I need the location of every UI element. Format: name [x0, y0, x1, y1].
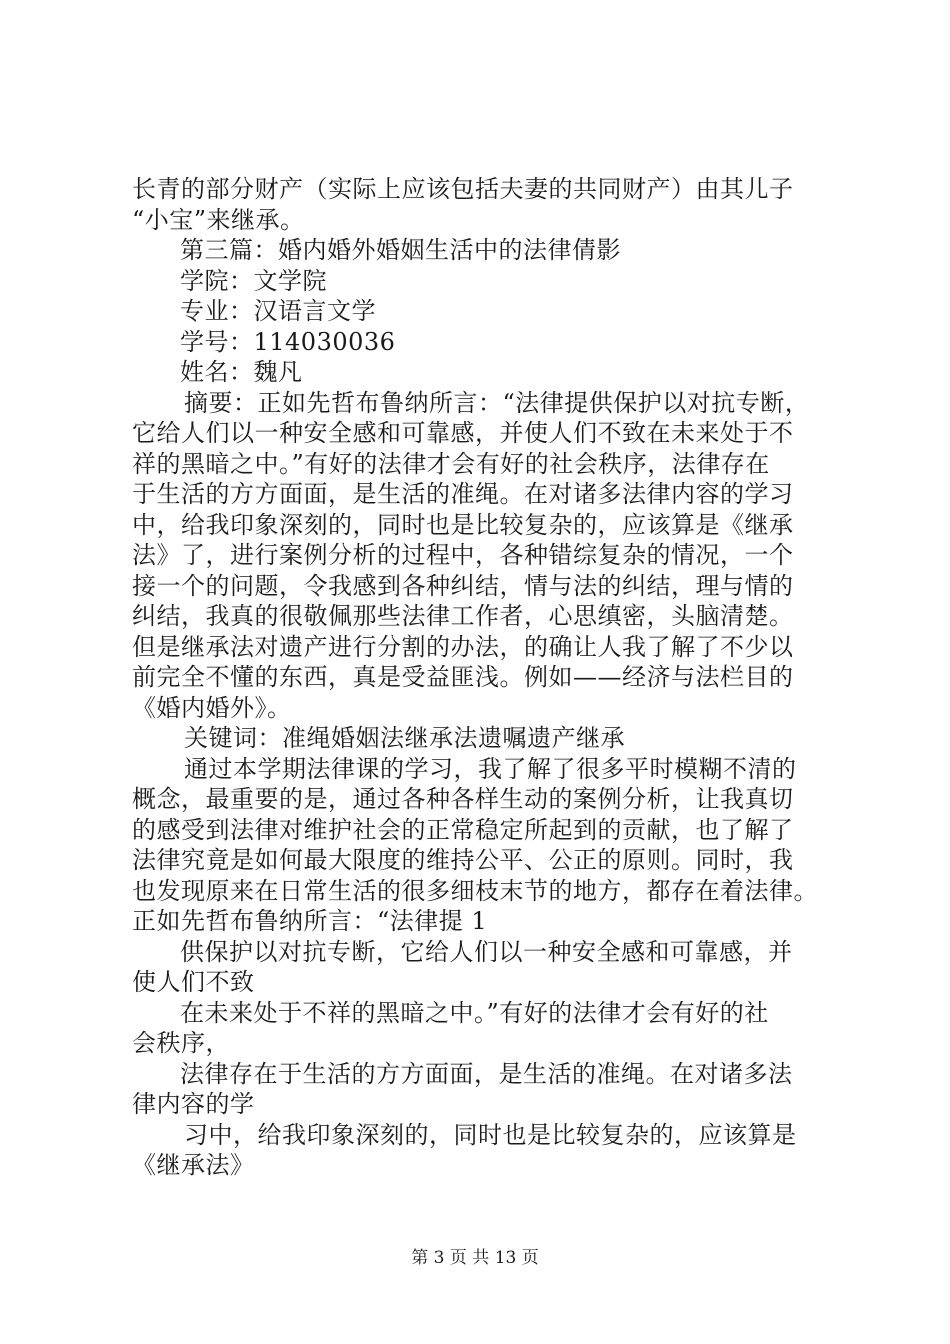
text-line: 也发现原来在日常生活的很多细枝末节的地方，都存在着法律。 [132, 876, 818, 905]
text-line: 摘要：正如先哲布鲁纳所言：“法律提供保护以对抗专断， [184, 388, 810, 417]
text-line: 长青的部分财产（实际上应该包括夫妻的共同财产）由其儿子 [132, 175, 794, 203]
text-line: 概念，最重要的是，通过各种各样生动的案例分析，让我真切 [132, 785, 794, 813]
text-line: 接一个的问题，令我感到各种纠结，情与法的纠结，理与情的 [132, 571, 794, 600]
text-line: 供保护以对抗专断，它给人们以一种安全感和可靠感，并 [180, 937, 793, 966]
text-line: 关键词：准绳婚姻法继承法遗嘱遗产继承 [184, 724, 625, 752]
text-line: “小宝”来继承。 [132, 205, 305, 234]
page-footer: 第 3 页 共 13 页 [411, 1248, 539, 1268]
text-line: 中，给我印象深刻的，同时也是比较复杂的，应该算是《继承 [132, 510, 794, 539]
text-line: 使人们不致 [132, 968, 255, 996]
text-line: 法》了，进行案例分析的过程中，各种错综复杂的情况，一个 [132, 541, 794, 569]
text-line: 习中，给我印象深刻的，同时也是比较复杂的，应该算是 [184, 1120, 797, 1149]
text-line: 于生活的方方面面，是生活的准绳。在对诸多法律内容的学习 [132, 480, 794, 508]
text-line: 正如先哲布鲁纳所言：“法律提 1 [132, 907, 488, 935]
text-line: 学号：114030036 [180, 327, 396, 356]
text-line: 的感受到法律对维护社会的正常稳定所起到的贡献，也了解了 [132, 815, 794, 844]
text-line: 律内容的学 [132, 1090, 255, 1118]
text-line: 会秩序， [132, 1029, 230, 1057]
text-line: 纠结，我真的很敬佩那些法律工作者，心思缜密，头脑清楚。 [132, 602, 794, 630]
text-line: 《继承法》 [132, 1151, 255, 1179]
text-line: 在未来处于不祥的黑暗之中。”有好的法律才会有好的社 [180, 998, 769, 1027]
text-line: 姓名：魏凡 [180, 358, 303, 386]
document-body [132, 174, 852, 1181]
text-line: 学院：文学院 [180, 266, 327, 295]
text-line: 祥的黑暗之中。”有好的法律才会有好的社会秩序，法律存在 [132, 449, 770, 478]
text-line: 它给人们以一种安全感和可靠感，并使人们不致在未来处于不 [132, 419, 794, 447]
text-line: 前完全不懂的东西，真是受益匪浅。例如——经济与法栏目的 [132, 663, 794, 691]
text-line: 法律存在于生活的方方面面，是生活的准绳。在对诸多法 [180, 1059, 793, 1088]
text-line: 《婚内婚外》。 [132, 693, 292, 722]
text-line: 法律究竟是如何最大限度的维持公平、公正的原则。同时，我 [132, 846, 794, 874]
text-line: 第三篇：婚内婚外婚姻生活中的法律倩影 [180, 236, 621, 264]
text-line: 专业：汉语言文学 [180, 297, 376, 325]
text-line: 通过本学期法律课的学习，我了解了很多平时模糊不清的 [184, 754, 797, 783]
text-line: 但是继承法对遗产进行分割的办法，的确让人我了解了不少以 [132, 632, 794, 661]
